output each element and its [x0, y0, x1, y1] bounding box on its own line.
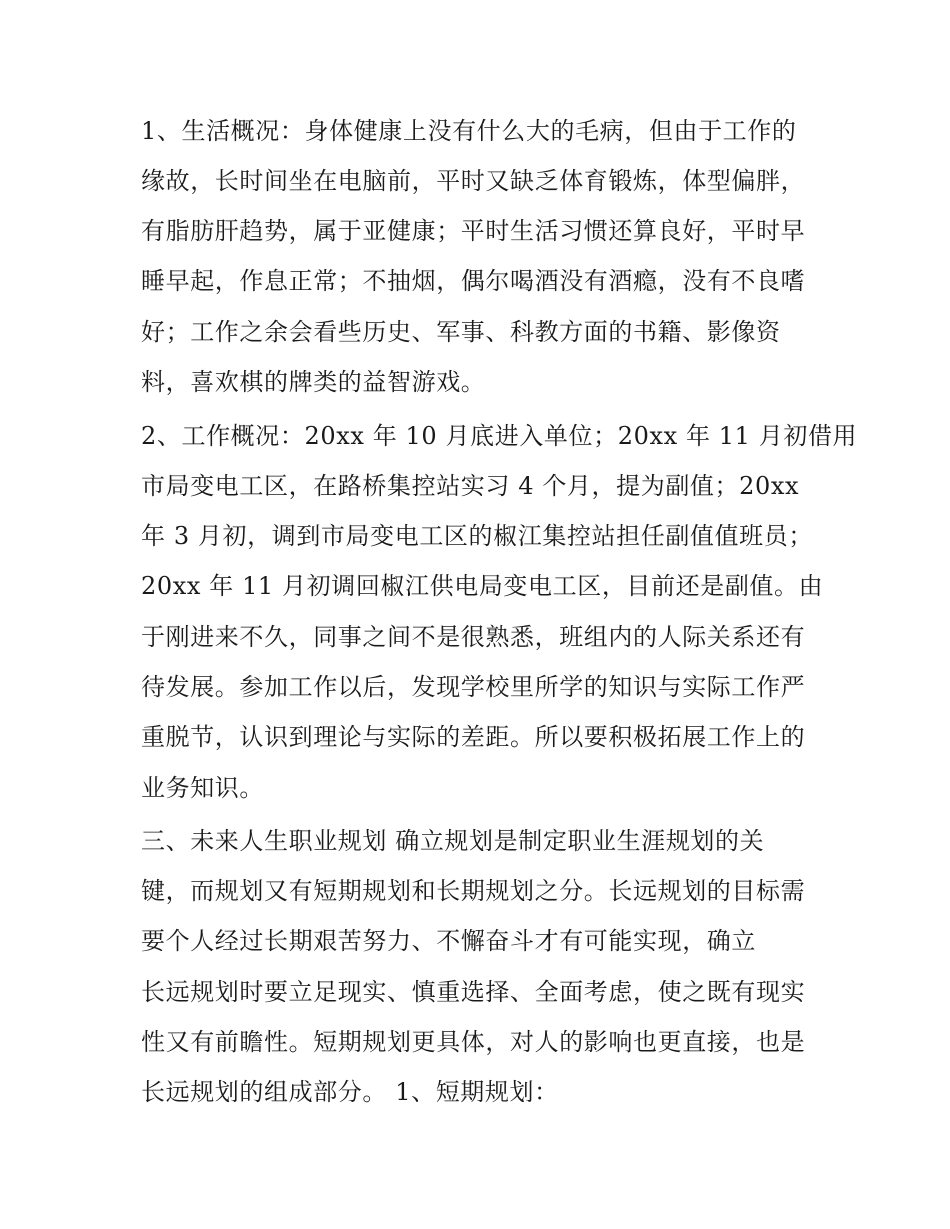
text-line: 缘故，长时间坐在电脑前，平时又缺乏体育锻炼，体型偏胖，: [141, 167, 806, 195]
text-line: 性又有前瞻性。短期规划更具体，对人的影响也更直接，也是: [141, 1028, 806, 1056]
text-line: 20xx 年 11 月初调回椒江供电局变电工区，目前还是副值。由: [141, 572, 824, 600]
text-line: 长远规划时要立足现实、慎重选择、全面考虑，使之既有现实: [141, 978, 806, 1006]
text-line: 业务知识。: [141, 774, 264, 802]
text-line: 年 3 月初，调到市局变电工区的椒江集控站担任副值值班员；: [141, 522, 813, 550]
text-line: 于刚进来不久，同事之间不是很熟悉，班组内的人际关系还有: [141, 623, 806, 651]
text-line: 料，喜欢棋的牌类的益智游戏。: [141, 368, 486, 396]
text-line: 要个人经过长期艰苦努力、不懈奋斗才有可能实现，确立: [141, 927, 756, 955]
text-line: 有脂肪肝趋势，属于亚健康；平时生活习惯还算良好，平时早: [141, 217, 806, 245]
text-line: 1、生活概况：身体健康上没有什么大的毛病，但由于工作的: [141, 117, 797, 145]
text-line: 2、工作概况：20xx 年 10 月底进入单位；20xx 年 11 月初借用: [141, 422, 858, 450]
text-line: 键，而规划又有短期规划和长期规划之分。长远规划的目标需: [141, 877, 806, 905]
text-line: 长远规划的组成部分。 1、短期规划：: [141, 1078, 559, 1106]
text-line: 睡早起，作息正常；不抽烟，偶尔喝酒没有酒瘾，没有不良嗜: [141, 267, 806, 295]
text-line: 市局变电工区，在路桥集控站实习 4 个月，提为副值；20xx: [141, 472, 800, 500]
text-line: 好；工作之余会看些历史、军事、科教方面的书籍、影像资: [141, 318, 781, 346]
text-line: 待发展。参加工作以后，发现学校里所学的知识与实际工作严: [141, 673, 806, 701]
text-line: 三、未来人生职业规划 确立规划是制定职业生涯规划的关: [141, 827, 765, 855]
text-line: 重脱节，认识到理论与实际的差距。所以要积极拓展工作上的: [141, 723, 806, 751]
